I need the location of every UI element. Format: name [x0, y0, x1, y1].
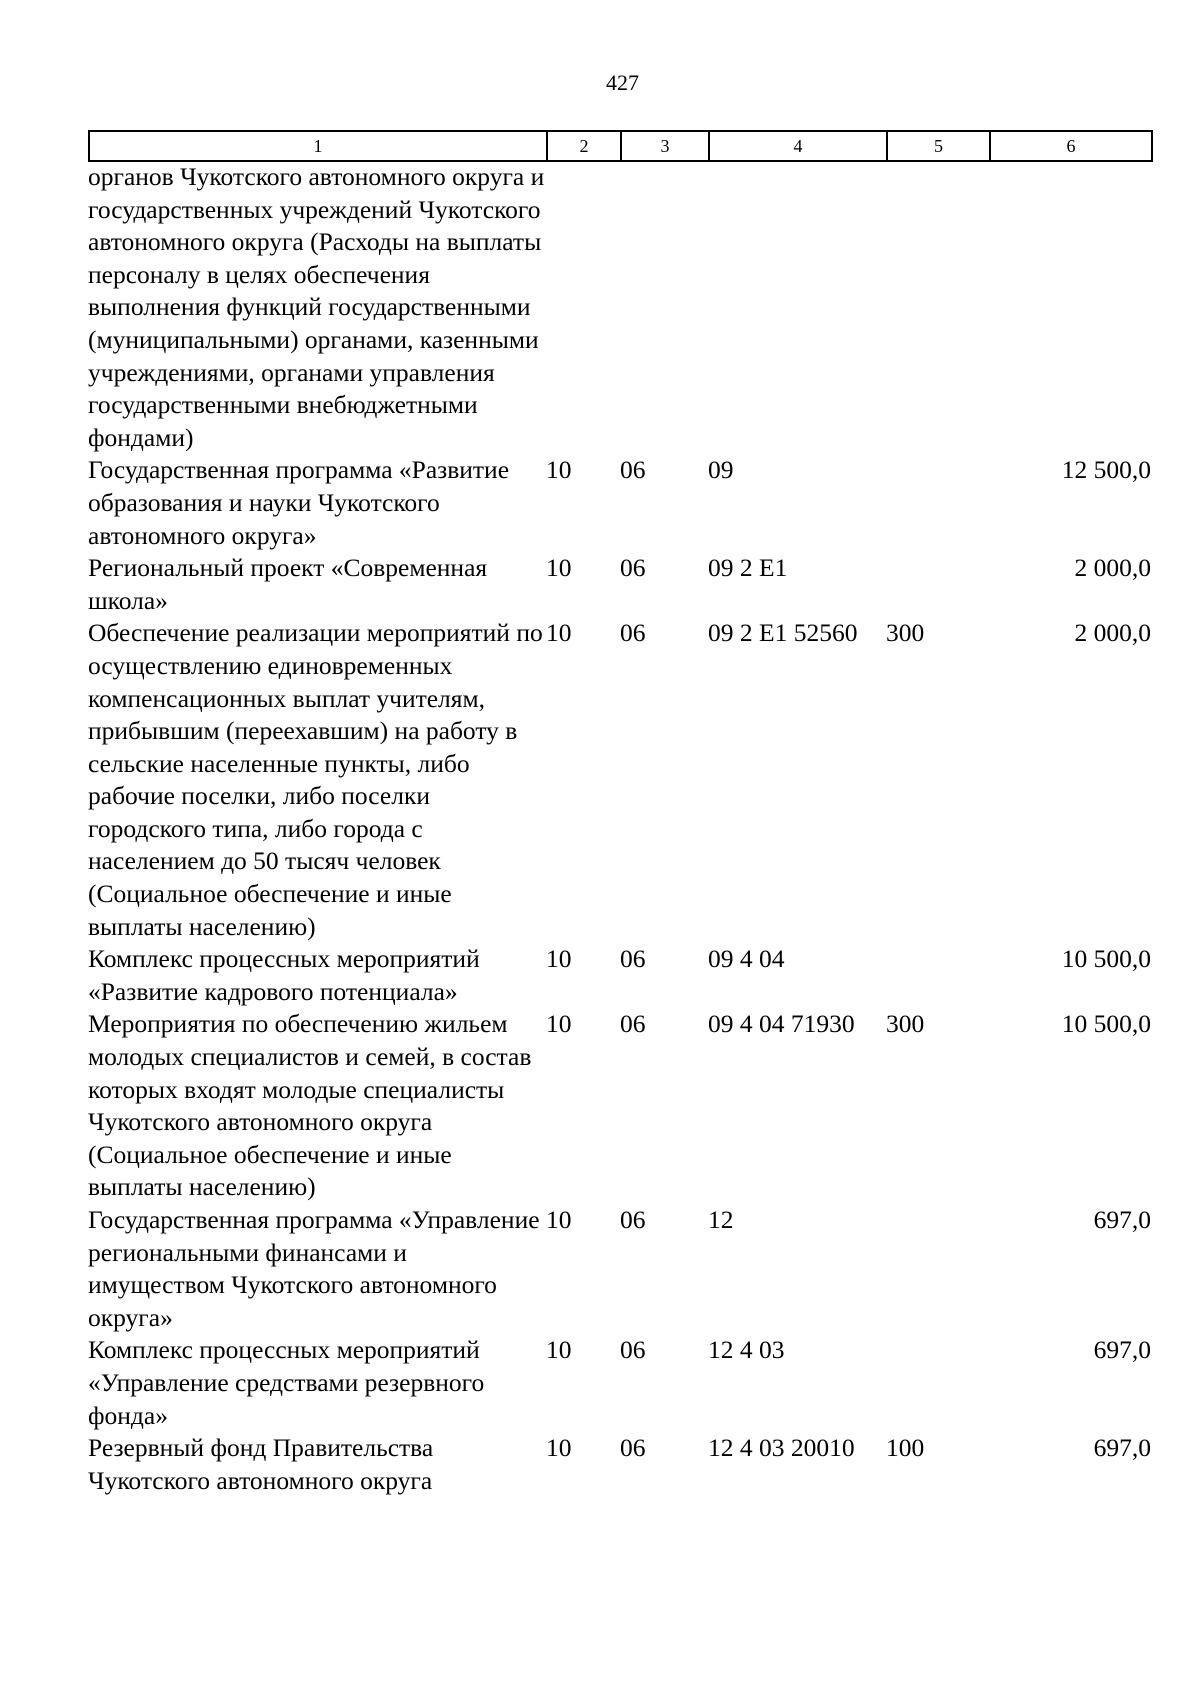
row-section-cell: 10	[546, 1335, 572, 1365]
row-target-article-cell: 12	[708, 1205, 734, 1234]
row-target-article-cell: 09	[708, 455, 734, 485]
row-amount-cell: 10 500,0	[1061, 1009, 1151, 1039]
table-row	[88, 1008, 1151, 1204]
row-name-cell: Комплекс процессных мероприятий «Управление средствами резервного фонда»	[88, 1335, 485, 1430]
row-section-cell: 10	[546, 1009, 572, 1039]
row-expense-type-cell	[886, 1334, 989, 1432]
table-row	[88, 617, 1151, 943]
column-header-table	[88, 130, 1153, 162]
table-row	[88, 1204, 1151, 1334]
row-section-cell: 10	[546, 553, 572, 583]
row-amount-cell: 2 000,0	[1074, 618, 1151, 648]
row-subsection-cell: 06	[620, 1009, 646, 1039]
row-name-cell: Региональный проект «Современная школа»	[88, 553, 488, 615]
column-header-3: 3	[621, 131, 709, 161]
row-section-cell: 10	[546, 944, 572, 974]
row-subsection-cell	[620, 161, 708, 454]
table-row	[88, 1432, 1151, 1497]
row-section-cell: 10	[546, 1433, 572, 1463]
row-name-cell: органов Чукотского автономного округа и государственных учреждений Чукотского автономного округа (Расходы на выплаты персоналу в целях обеспечения выполнения функций государственными (муниципальными) органами, казенными учреждениями, органами управления государственными внебюджетными фондами)	[88, 162, 545, 452]
table-row	[88, 454, 1151, 552]
budget-table	[88, 161, 1151, 1497]
row-subsection-cell: 06	[620, 455, 646, 485]
row-amount-cell: 10 500,0	[1061, 944, 1151, 974]
row-subsection-cell: 06	[620, 944, 646, 974]
row-amount-cell: 2 000,0	[1074, 553, 1151, 583]
row-subsection-cell: 06	[620, 618, 646, 648]
row-target-article-cell: 09 2 E1	[708, 553, 788, 583]
row-expense-type-cell: 300	[886, 1009, 925, 1039]
row-expense-type-cell	[886, 943, 989, 1008]
table-row	[88, 1334, 1151, 1432]
table-row	[88, 161, 1151, 454]
row-name-cell: Обеспечение реализации мероприятий по осуществлению единовременных компенсационных выплат учителям, прибывшим (переехавшим) на работу в сельские населенные пункты, либо рабочие поселки, либо поселки городского типа, либо города с населением до 50 тысяч человек (Социальное обеспечение и иные выплаты населению)	[88, 618, 543, 941]
row-target-article-cell: 12 4 03	[708, 1335, 785, 1365]
row-subsection-cell: 06	[620, 1433, 646, 1463]
row-name-cell: Комплекс процессных мероприятий «Развитие кадрового потенциала»	[88, 944, 480, 1006]
column-header-4: 4	[709, 131, 887, 161]
row-subsection-cell: 06	[620, 1335, 646, 1365]
page-number: 427	[606, 70, 639, 95]
row-target-article-cell: 12 4 03 20010	[708, 1433, 855, 1463]
row-name-cell: Резервный фонд Правительства Чукотского автономного округа	[88, 1433, 434, 1495]
table-row	[88, 552, 1151, 617]
row-subsection-cell: 06	[620, 1205, 646, 1234]
table-row	[88, 943, 1151, 1008]
row-expense-type-cell: 300	[886, 618, 925, 648]
row-target-article-cell	[708, 161, 886, 454]
column-header-5: 5	[887, 131, 990, 161]
row-expense-type-cell	[886, 161, 989, 454]
row-amount-cell	[989, 161, 1151, 454]
column-header-1: 1	[89, 131, 547, 161]
row-section-cell	[546, 161, 620, 454]
row-subsection-cell: 06	[620, 553, 646, 583]
column-header-2: 2	[547, 131, 621, 161]
row-name-cell: Государственная программа «Развитие образования и науки Чукотского автономного округа»	[88, 455, 510, 550]
row-target-article-cell: 09 2 E1 52560	[708, 618, 858, 648]
row-amount-cell: 697,0	[1093, 1335, 1151, 1365]
column-header-6: 6	[990, 131, 1152, 161]
row-target-article-cell: 09 4 04	[708, 944, 785, 974]
row-section-cell: 10	[546, 455, 572, 485]
row-amount-cell: 697,0	[1093, 1433, 1151, 1463]
row-amount-cell: 697,0	[1093, 1205, 1151, 1234]
row-expense-type-cell	[886, 552, 989, 617]
row-section-cell: 10	[546, 1205, 572, 1234]
row-expense-type-cell	[886, 454, 989, 552]
row-amount-cell: 12 500,0	[1061, 455, 1151, 485]
row-name-cell: Мероприятия по обеспечению жильем молодых специалистов и семей, в состав которых входят молодые специалисты Чукотского автономного округа (Социальное обеспечение и иные выплаты населению)	[88, 1009, 532, 1202]
column-header-row	[89, 131, 1152, 161]
row-target-article-cell: 09 4 04 71930	[708, 1009, 855, 1039]
row-section-cell: 10	[546, 618, 572, 648]
row-name-cell: Государственная программа «Управление региональными финансами и имуществом Чукотского автономного округа»	[88, 1205, 540, 1332]
row-expense-type-cell	[886, 1204, 989, 1334]
row-expense-type-cell: 100	[886, 1433, 925, 1463]
